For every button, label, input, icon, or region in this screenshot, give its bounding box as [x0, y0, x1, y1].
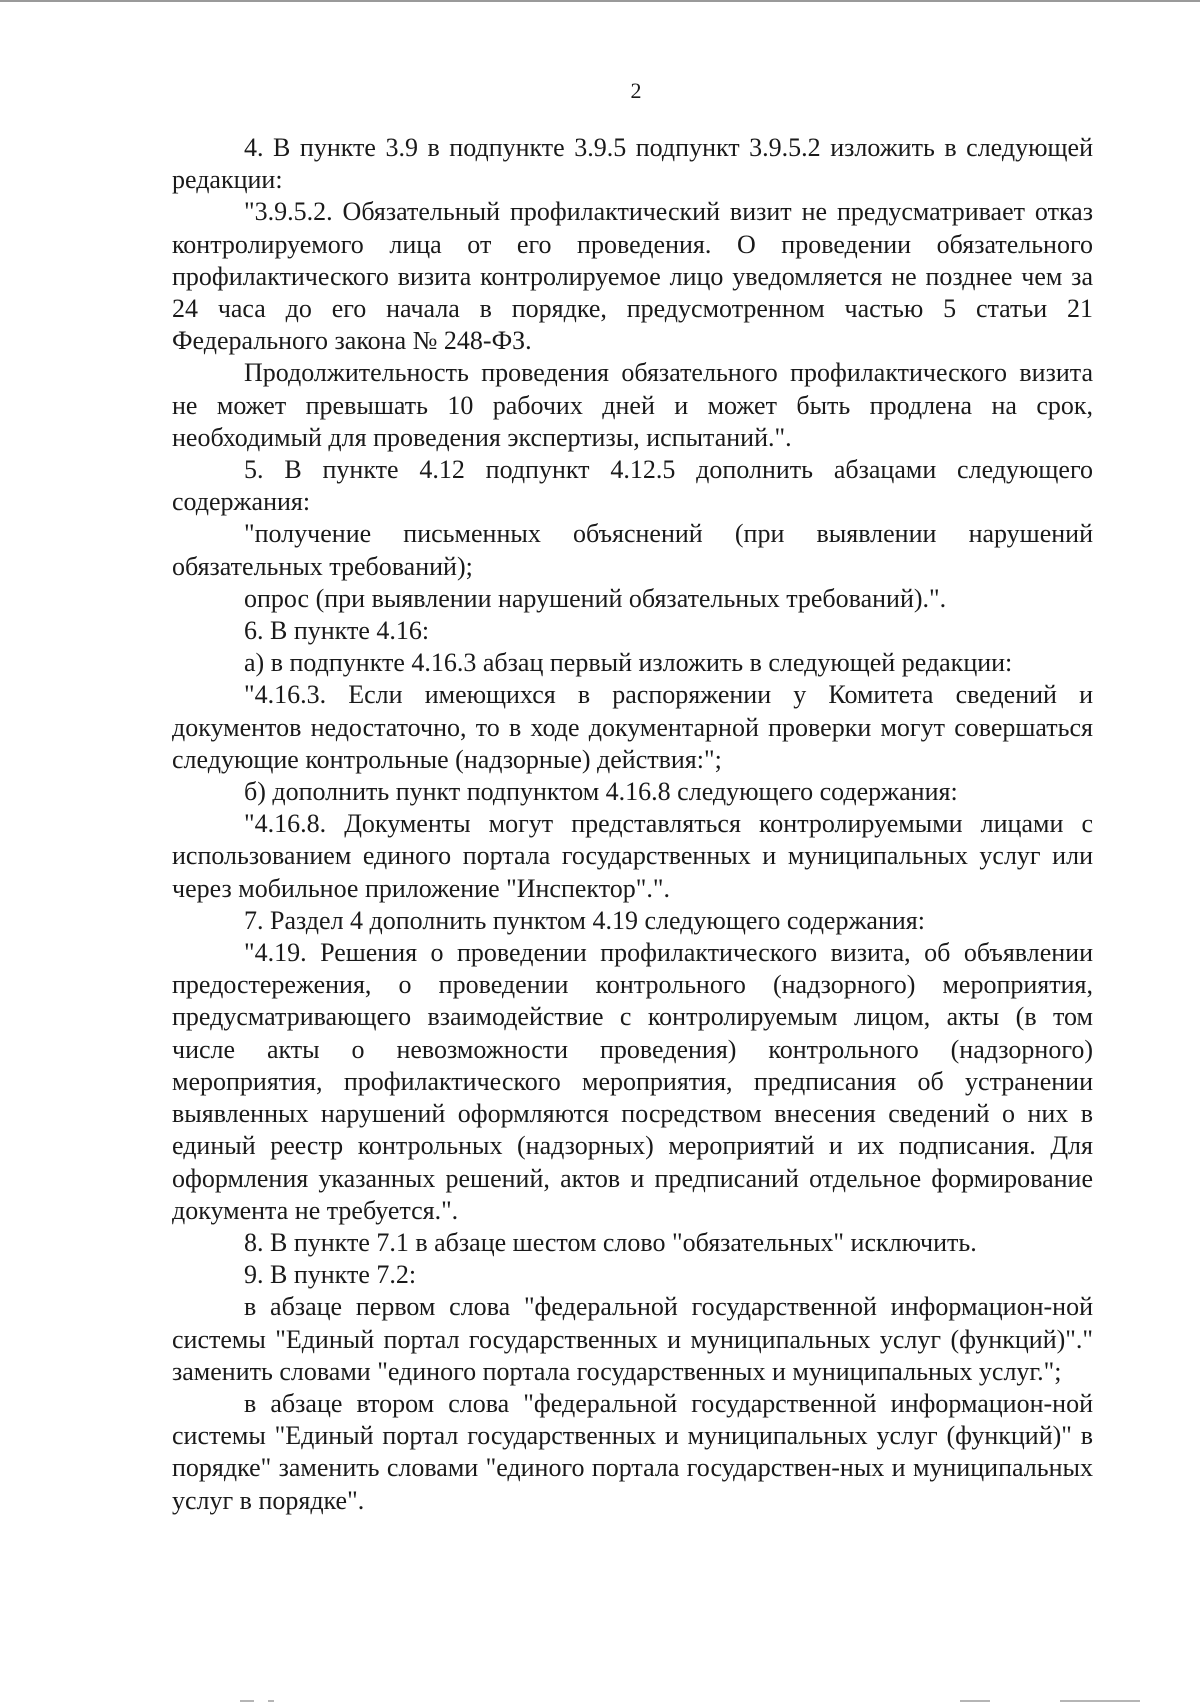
paragraph-item-9: 9. В пункте 7.2: [244, 1260, 417, 1290]
paragraph-visit-duration: Продолжительность проведения обязательного профилактического визита не может превышать 10 рабочих дней и может быть продлена на срок, необходимый для проведения экспертизы, испытаний.". [172, 358, 1093, 452]
paragraph-item-5: 5. В пункте 4.12 подпункт 4.12.5 дополнить абзацами следующего содержания: [172, 455, 1093, 517]
paragraph-item-7: 7. Раздел 4 дополнить пунктом 4.19 следующего содержания: [244, 905, 925, 935]
page-number: 2 [630, 78, 642, 103]
paragraph-item-6: 6. В пункте 4.16: [244, 616, 430, 646]
paragraph-quote-4-19: "4.19. Решения о проведении профилактического визита, об объявлении предостережения, о проведении контрольного (надзорного) мероприятия, предусматривающего взаимодействие с контролируемым лицом, акты (в том числе акты о невозможности проведения) контрольного (надзорного) мероприятия, профилактического мероприятия, предписания об устранении выявленных нарушений оформляются посредством внесения сведений о них в единый реестр контрольных (надзорных) мероприятий и их подписания. Для оформления указанных решений, актов и предписаний отдельное формирование документа не требуется.". [172, 938, 1093, 1225]
paragraph-item-8: 8. В пункте 7.1 в абзаце шестом слово "обязательных" исключить. [244, 1227, 977, 1257]
paragraph-item-4: 4. В пункте 3.9 в подпункте 3.9.5 подпункт 3.9.5.2 изложить в следующей редакции: [172, 133, 1093, 195]
paragraph-quote-4-16-8: "4.16.8. Документы могут представляться контролируемыми лицами с использованием единого портала государственных и муниципальных услуг или через мобильное приложение "Инспектор".". [172, 809, 1093, 903]
paragraph-second-abzac: в абзаце втором слова "федеральной государственной информацион-ной системы "Единый портал государственных и муниципальных услуг (функций)" в порядке" заменить словами "единого портала государствен-ных и муниципальных услуг в порядке". [172, 1388, 1093, 1515]
scan-top-edge [0, 0, 1200, 2]
paragraph-quote-4-16-3: "4.16.3. Если имеющихся в распоряжении у Комитета сведений и документов недостаточно, то в ходе документарной проверки могут совершаться следующие контрольные (надзорные) действия:"; [172, 680, 1093, 774]
paragraph-quote-3-9-5-2: "3.9.5.2. Обязательный профилактический визит не предусматривает отказ контролируемого лица от его проведения. О проведении обязательного профилактического визита контролируемое лицо уведомляется не позднее чем за 24 часа до его начала в порядке, предусмотренном частью 5 статьи 21 Федерального закона № 248-ФЗ. [172, 197, 1093, 356]
paragraph-survey: опрос (при выявлении нарушений обязательных требований).". [244, 583, 947, 613]
scan-bottom-marks [0, 1696, 1200, 1706]
document-body [172, 132, 1093, 1517]
paragraph-item-6a: а) в подпункте 4.16.3 абзац первый изложить в следующей редакции: [244, 648, 1013, 678]
paragraph-item-6b: б) дополнить пункт подпунктом 4.16.8 следующего содержания: [244, 777, 958, 807]
paragraph-written-explanations: "получение письменных объяснений (при выявлении нарушений обязательных требований); [172, 519, 1093, 581]
paragraph-first-abzac: в абзаце первом слова "федеральной государственной информацион-ной системы "Единый портал государственных и муниципальных услуг (функций)"." заменить словами "единого портала государственных и муниципальных услуг."; [172, 1292, 1093, 1386]
